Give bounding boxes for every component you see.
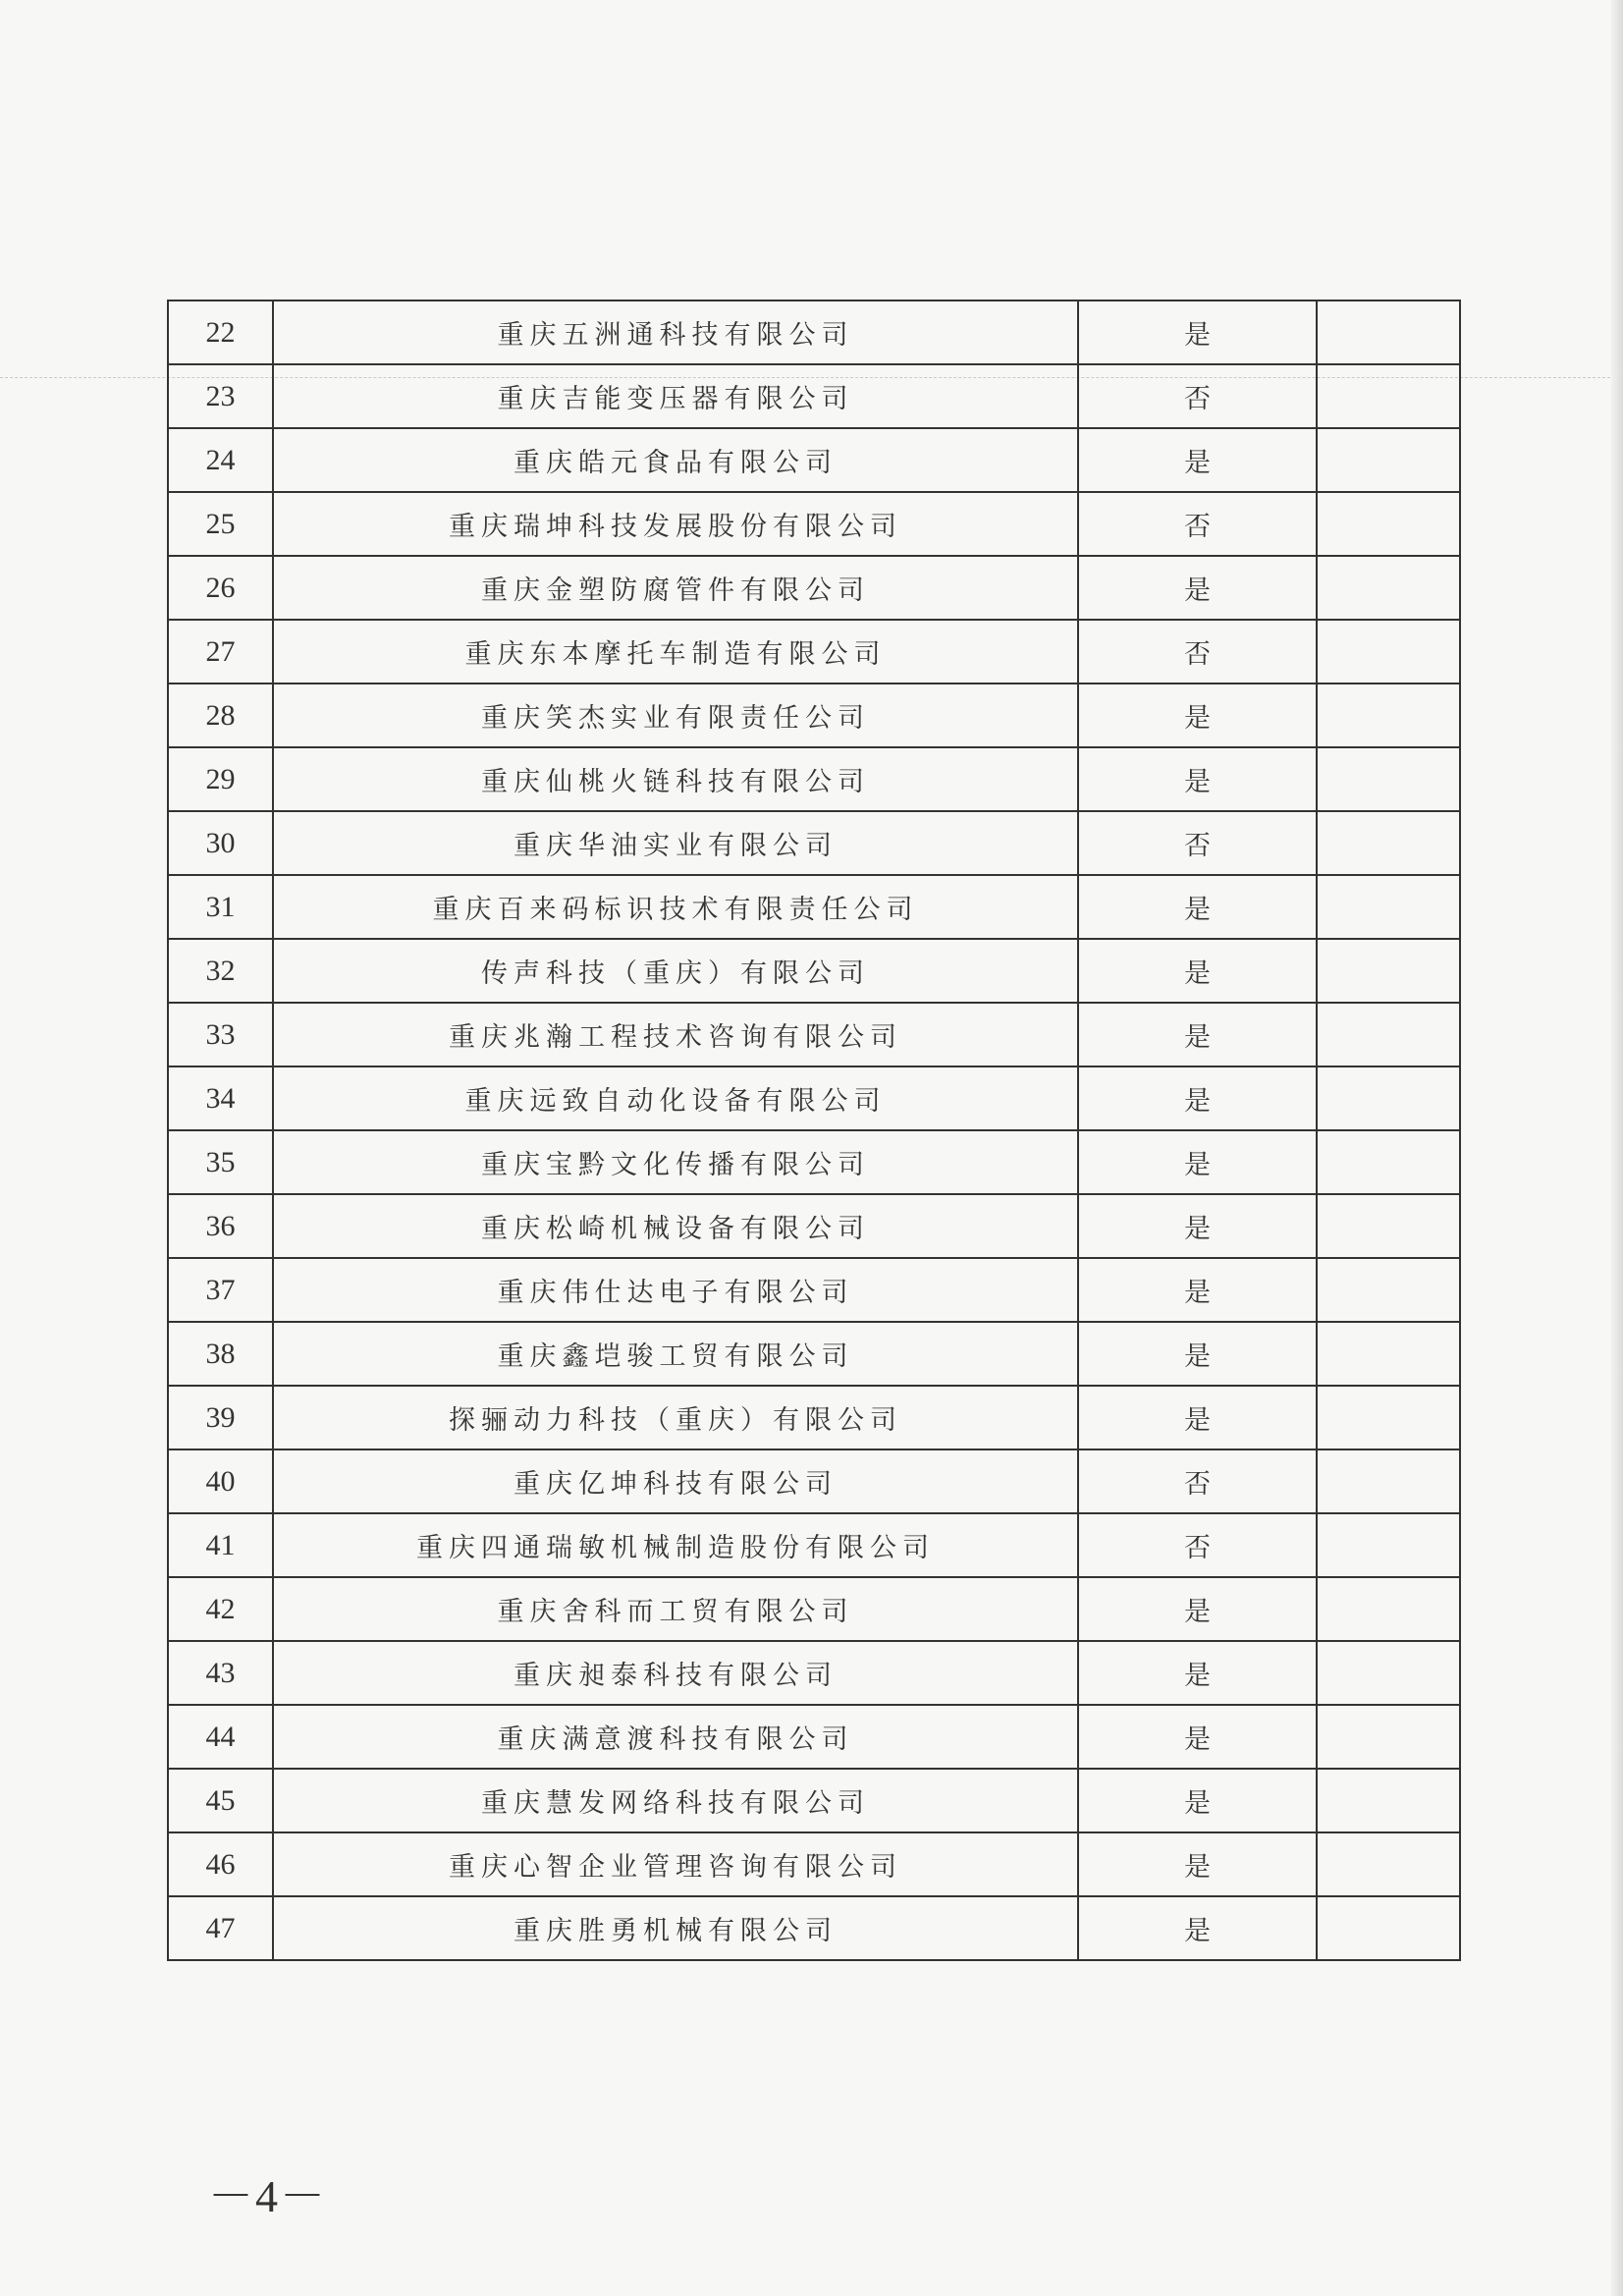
table-row — [168, 1066, 1460, 1130]
company-name: 重庆心智企业管理咨询有限公司 — [273, 1832, 1078, 1896]
note-cell — [1317, 939, 1460, 1003]
row-number: 41 — [168, 1513, 273, 1577]
yes-no-flag: 是 — [1078, 875, 1317, 939]
table-row — [168, 620, 1460, 683]
note-cell — [1317, 428, 1460, 492]
company-name: 重庆慧发网络科技有限公司 — [273, 1769, 1078, 1832]
note-cell — [1317, 301, 1460, 364]
company-name: 重庆吉能变压器有限公司 — [273, 364, 1078, 428]
table-row — [168, 556, 1460, 620]
table-row — [168, 492, 1460, 556]
note-cell — [1317, 1896, 1460, 1960]
company-name: 重庆百来码标识技术有限责任公司 — [273, 875, 1078, 939]
table-row — [168, 939, 1460, 1003]
row-number: 24 — [168, 428, 273, 492]
yes-no-flag: 否 — [1078, 811, 1317, 875]
company-name: 重庆宝黔文化传播有限公司 — [273, 1130, 1078, 1194]
row-number: 31 — [168, 875, 273, 939]
yes-no-flag: 否 — [1078, 1513, 1317, 1577]
note-cell — [1317, 556, 1460, 620]
company-name: 重庆东本摩托车制造有限公司 — [273, 620, 1078, 683]
table-row — [168, 1003, 1460, 1066]
yes-no-flag: 是 — [1078, 1896, 1317, 1960]
page-edge-shadow — [1611, 0, 1623, 2296]
note-cell — [1317, 1130, 1460, 1194]
row-number: 39 — [168, 1386, 273, 1449]
company-name: 重庆伟仕达电子有限公司 — [273, 1258, 1078, 1322]
row-number: 47 — [168, 1896, 273, 1960]
note-cell — [1317, 620, 1460, 683]
table-row — [168, 683, 1460, 747]
row-number: 22 — [168, 301, 273, 364]
yes-no-flag: 是 — [1078, 1130, 1317, 1194]
yes-no-flag: 是 — [1078, 1003, 1317, 1066]
yes-no-flag: 否 — [1078, 620, 1317, 683]
row-number: 30 — [168, 811, 273, 875]
table-row — [168, 811, 1460, 875]
table-row — [168, 1449, 1460, 1513]
note-cell — [1317, 683, 1460, 747]
company-name: 重庆满意渡科技有限公司 — [273, 1705, 1078, 1769]
row-number: 38 — [168, 1322, 273, 1386]
company-name: 重庆舍科而工贸有限公司 — [273, 1577, 1078, 1641]
note-cell — [1317, 364, 1460, 428]
yes-no-flag: 是 — [1078, 301, 1317, 364]
yes-no-flag: 是 — [1078, 1577, 1317, 1641]
row-number: 23 — [168, 364, 273, 428]
table-row — [168, 364, 1460, 428]
row-number: 36 — [168, 1194, 273, 1258]
row-number: 44 — [168, 1705, 273, 1769]
table-row — [168, 1832, 1460, 1896]
table-body — [168, 301, 1460, 1960]
row-number: 28 — [168, 683, 273, 747]
note-cell — [1317, 747, 1460, 811]
yes-no-flag: 是 — [1078, 1769, 1317, 1832]
company-name: 重庆胜勇机械有限公司 — [273, 1896, 1078, 1960]
table-row — [168, 1386, 1460, 1449]
yes-no-flag: 否 — [1078, 1449, 1317, 1513]
company-name: 重庆亿坤科技有限公司 — [273, 1449, 1078, 1513]
table-row — [168, 1896, 1460, 1960]
company-name: 重庆兆瀚工程技术咨询有限公司 — [273, 1003, 1078, 1066]
yes-no-flag: 否 — [1078, 364, 1317, 428]
company-name: 重庆远致自动化设备有限公司 — [273, 1066, 1078, 1130]
note-cell — [1317, 1705, 1460, 1769]
note-cell — [1317, 1513, 1460, 1577]
row-number: 40 — [168, 1449, 273, 1513]
company-name: 传声科技（重庆）有限公司 — [273, 939, 1078, 1003]
company-name: 重庆瑞坤科技发展股份有限公司 — [273, 492, 1078, 556]
company-name: 重庆松崎机械设备有限公司 — [273, 1194, 1078, 1258]
table-row — [168, 1322, 1460, 1386]
row-number: 26 — [168, 556, 273, 620]
table-row — [168, 747, 1460, 811]
note-cell — [1317, 492, 1460, 556]
table-row — [168, 1705, 1460, 1769]
yes-no-flag: 是 — [1078, 1258, 1317, 1322]
yes-no-flag: 是 — [1078, 1705, 1317, 1769]
company-name: 重庆金塑防腐管件有限公司 — [273, 556, 1078, 620]
table-row — [168, 1130, 1460, 1194]
row-number: 33 — [168, 1003, 273, 1066]
table-row — [168, 1769, 1460, 1832]
note-cell — [1317, 875, 1460, 939]
note-cell — [1317, 1449, 1460, 1513]
row-number: 29 — [168, 747, 273, 811]
yes-no-flag: 是 — [1078, 1322, 1317, 1386]
company-name: 重庆皓元食品有限公司 — [273, 428, 1078, 492]
note-cell — [1317, 811, 1460, 875]
yes-no-flag: 是 — [1078, 939, 1317, 1003]
company-name: 重庆鑫垲骏工贸有限公司 — [273, 1322, 1078, 1386]
note-cell — [1317, 1066, 1460, 1130]
table-row — [168, 1513, 1460, 1577]
row-number: 25 — [168, 492, 273, 556]
company-name: 探骊动力科技（重庆）有限公司 — [273, 1386, 1078, 1449]
note-cell — [1317, 1258, 1460, 1322]
company-name: 重庆昶泰科技有限公司 — [273, 1641, 1078, 1705]
note-cell — [1317, 1003, 1460, 1066]
table-row — [168, 1577, 1460, 1641]
table-row — [168, 875, 1460, 939]
table-row — [168, 1194, 1460, 1258]
company-name: 重庆仙桃火链科技有限公司 — [273, 747, 1078, 811]
table-row — [168, 301, 1460, 364]
row-number: 46 — [168, 1832, 273, 1896]
company-list-table — [167, 300, 1461, 1961]
table-row — [168, 428, 1460, 492]
table-row — [168, 1258, 1460, 1322]
table-row — [168, 1641, 1460, 1705]
row-number: 37 — [168, 1258, 273, 1322]
row-number: 42 — [168, 1577, 273, 1641]
company-name: 重庆华油实业有限公司 — [273, 811, 1078, 875]
row-number: 34 — [168, 1066, 273, 1130]
yes-no-flag: 是 — [1078, 683, 1317, 747]
row-number: 35 — [168, 1130, 273, 1194]
yes-no-flag: 是 — [1078, 747, 1317, 811]
row-number: 43 — [168, 1641, 273, 1705]
company-name: 重庆笑杰实业有限责任公司 — [273, 683, 1078, 747]
row-number: 27 — [168, 620, 273, 683]
yes-no-flag: 是 — [1078, 1066, 1317, 1130]
yes-no-flag: 是 — [1078, 1832, 1317, 1896]
yes-no-flag: 是 — [1078, 1641, 1317, 1705]
yes-no-flag: 是 — [1078, 1194, 1317, 1258]
company-name: 重庆四通瑞敏机械制造股份有限公司 — [273, 1513, 1078, 1577]
yes-no-flag: 是 — [1078, 1386, 1317, 1449]
company-name: 重庆五洲通科技有限公司 — [273, 301, 1078, 364]
note-cell — [1317, 1769, 1460, 1832]
note-cell — [1317, 1641, 1460, 1705]
yes-no-flag: 是 — [1078, 556, 1317, 620]
yes-no-flag: 是 — [1078, 428, 1317, 492]
page-number: －4－ — [208, 2171, 327, 2221]
yes-no-flag: 否 — [1078, 492, 1317, 556]
note-cell — [1317, 1577, 1460, 1641]
note-cell — [1317, 1194, 1460, 1258]
note-cell — [1317, 1322, 1460, 1386]
note-cell — [1317, 1386, 1460, 1449]
row-number: 45 — [168, 1769, 273, 1832]
note-cell — [1317, 1832, 1460, 1896]
row-number: 32 — [168, 939, 273, 1003]
